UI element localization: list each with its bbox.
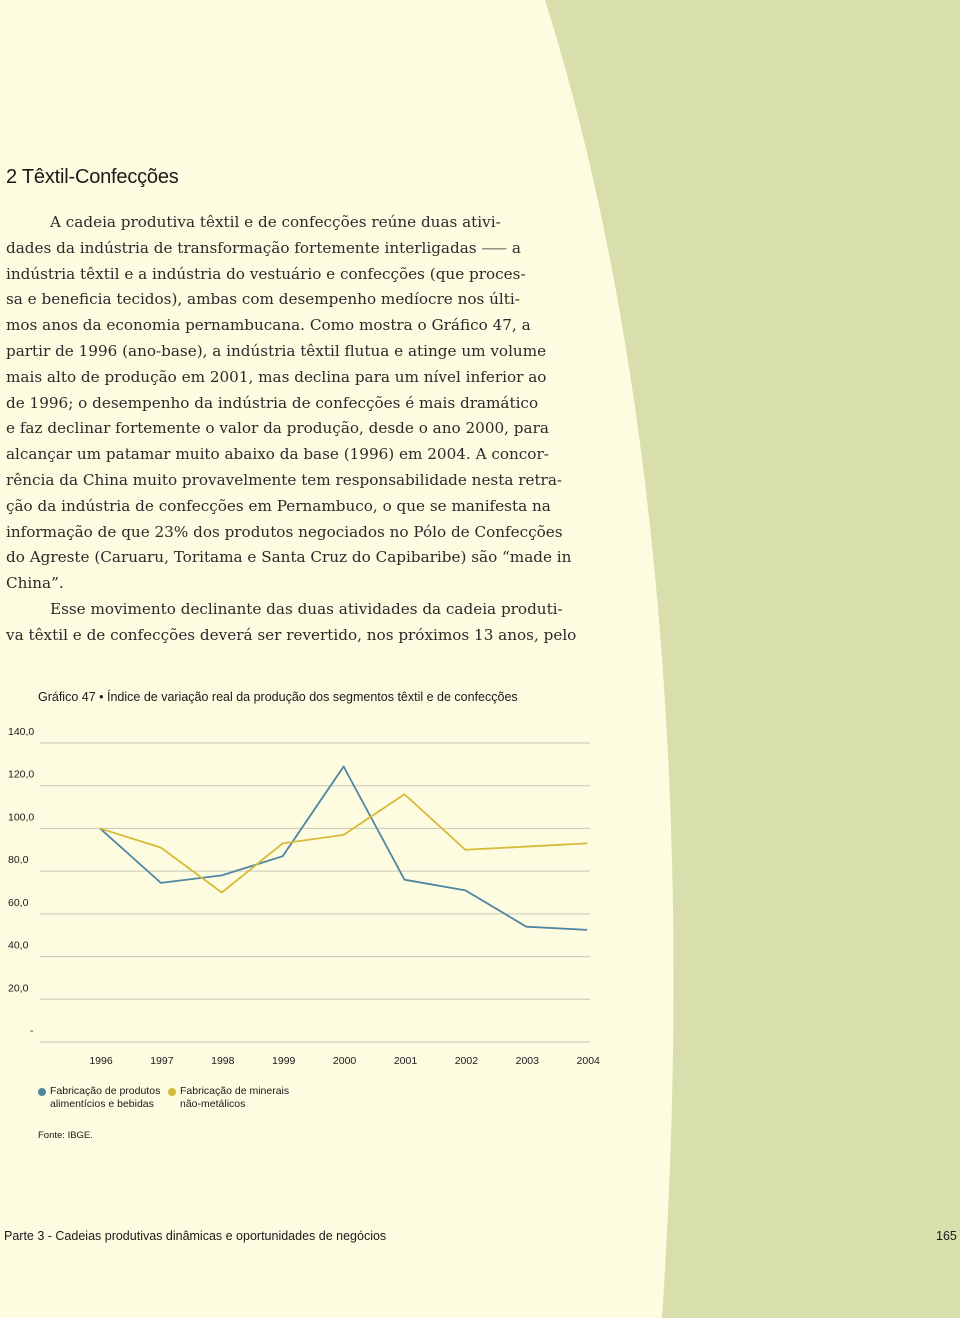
chart-source: Fonte: IBGE. (38, 1130, 93, 1141)
text-line: dades da indústria de transformação fortemente interligadas ⸺ a (6, 238, 521, 257)
text-line: mais alto de produção em 2001, mas declina para um nível inferior ao (6, 367, 547, 386)
series-lines (100, 766, 587, 929)
y-tick-labels (8, 726, 34, 1037)
page-number: 165 (936, 1229, 957, 1243)
text-line: China”. (6, 574, 64, 593)
legend-item (168, 1085, 298, 1110)
text-line: A cadeia produtiva têxtil e de confecções reúne duas ativi- (50, 213, 501, 231)
side-decorative-band (545, 0, 960, 1318)
chart-caption: Gráfico 47 • Índice de variação real da produção dos segmentos têxtil e de confecções (38, 690, 518, 704)
text-line: alcançar um patamar muito abaixo da base (1996) em 2004. A concor- (6, 445, 549, 464)
x-tick-label: 2000 (332, 1055, 357, 1067)
section-title: 2 Têxtil-Confecções (6, 166, 179, 188)
x-tick-label: 1998 (211, 1055, 235, 1067)
text-line: indústria têxtil e a indústria do vestuário e confecções (que proces- (6, 264, 526, 283)
text-line: ção da indústria de confecções em Pernambuco, o que se manifesta na (6, 496, 551, 515)
y-tick-label: 100,0 (8, 811, 35, 824)
line-chart (0, 720, 620, 1075)
x-tick-labels (89, 1055, 600, 1067)
legend-swatch (168, 1088, 176, 1096)
text-line: Esse movimento declinante das duas atividades da cadeia produti- (50, 599, 563, 618)
x-tick-label: 2002 (454, 1055, 479, 1067)
footer-part-title: Parte 3 - Cadeias produtivas dinâmicas e oportunidades de negócios (4, 1229, 387, 1243)
y-tick-label: 140,0 (8, 726, 35, 738)
paragraph-1 (6, 210, 596, 597)
text-line: mos anos da economia pernambucana. Como mostra o Gráfico 47, a (6, 316, 531, 335)
y-tick-label: 120,0 (8, 768, 35, 781)
text-line: partir de 1996 (ano-base), a indústria têxtil flutua e atinge um volume (6, 341, 547, 360)
text-line: do Agreste (Caruaru, Toritama e Santa Cruz do Capibaribe) são “made in (6, 548, 572, 567)
grid-lines (40, 743, 590, 1042)
text-line: rência da China muito provavelmente tem responsabilidade nesta retra- (6, 470, 563, 489)
series-line (100, 794, 587, 892)
text-line: informação de que 23% dos produtos negociados no Pólo de Confecções (6, 522, 563, 541)
legend-label-line1: Fabricação de minerais (180, 1085, 290, 1097)
text-line: de 1996; o desempenho da indústria de confecções é mais dramático (6, 393, 539, 412)
y-tick-label: 60,0 (8, 896, 29, 909)
x-tick-label: 1999 (272, 1055, 296, 1067)
text-line: va têxtil e de confecções deverá ser revertido, nos próximos 13 anos, pelo (6, 625, 577, 644)
legend-label-line2: não-metálicos (180, 1097, 246, 1110)
body-text (6, 210, 596, 649)
text-line: sa e beneficia tecidos), ambas com desempenho medíocre nos últi- (6, 290, 520, 309)
paragraph-2 (6, 597, 596, 649)
legend-label-line1: Fabricação de produtos (50, 1085, 161, 1097)
text-line: e faz declinar fortemente o valor da produção, desde o ano 2000, para (6, 419, 549, 438)
x-tick-label: 1997 (150, 1055, 174, 1067)
legend-swatch (38, 1088, 46, 1096)
legend-label-line2: alimentícios e bebidas (50, 1097, 154, 1110)
legend-item (38, 1085, 168, 1110)
y-tick-label: 80,0 (8, 854, 29, 867)
series-line (100, 766, 587, 929)
x-tick-label: 2004 (576, 1055, 600, 1067)
y-tick-label: 40,0 (8, 939, 29, 952)
y-tick-label: - (30, 1025, 34, 1037)
y-tick-label: 20,0 (8, 982, 29, 995)
x-tick-label: 1996 (89, 1055, 113, 1067)
x-tick-label: 2001 (393, 1055, 418, 1067)
x-tick-label: 2003 (515, 1055, 539, 1067)
